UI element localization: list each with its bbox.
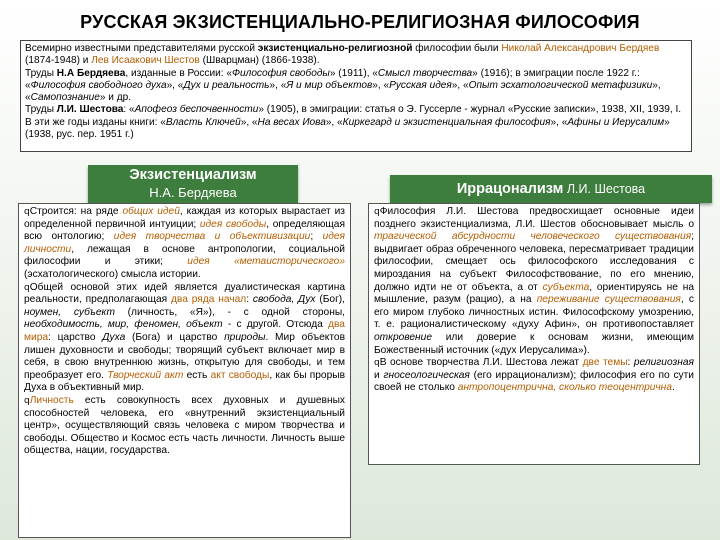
text: Общей основой этих идей является дуалистическая картина реальности, предполагающая	[24, 281, 345, 306]
term: ноумен, субъект	[24, 306, 115, 318]
shestov-point-philosophy	[374, 206, 694, 357]
intro-text: », «	[240, 116, 258, 128]
text: : царство	[48, 331, 103, 343]
book-title: Смысл творчества	[377, 67, 473, 79]
berdyaev-point-personality	[24, 395, 345, 458]
term: необходимость, мир, феномен, объект	[24, 319, 223, 331]
intro-text: », «	[325, 116, 343, 128]
text: В основе творчества Л.И. Шестова лежат	[379, 357, 583, 369]
intro-text: (Шварцман) (1866-1938).	[199, 55, 320, 67]
text: и	[374, 369, 384, 381]
term: идея творчества и объективизации	[113, 231, 311, 243]
shestov-column	[368, 203, 700, 465]
text: или доверие к основам жизни, имеющим Божественный источник («дух Иерусалима»).	[374, 331, 694, 356]
berdyaev-column	[18, 203, 351, 538]
intro-term: экзистенциально-религиозной	[257, 43, 413, 54]
book-title: Афины и Иерусалим	[567, 116, 665, 128]
book-title: Философия свободного духа	[30, 79, 167, 91]
intro-paragraph-shestov-works	[25, 104, 687, 141]
intro-text: », «	[550, 116, 568, 128]
book-title: Самопознание	[30, 92, 100, 104]
book-title: Опыт эсхатологической метафизики	[468, 79, 653, 91]
intro-text: » (1905), в эмиграции: статья о Э. Гуссерле - журнал «Русские записки», 1938, XII, 1939, I. В эти же годы изданы книги: «	[25, 104, 682, 128]
text: . Мир объектов лишен духовности и свободы; творящий субъект включает мир в себя, в свою внутреннюю жизнь, открытую для свободы, и тем преобразует его.	[24, 331, 345, 381]
text: , ориентируясь не на мышление, разум (рацио), а на	[374, 281, 694, 306]
term: природы	[224, 331, 266, 343]
text: - с другой. Отсюда	[222, 319, 329, 331]
intro-text: », «	[25, 79, 661, 104]
page-title: РУССКАЯ ЭКЗИСТЕНЦИАЛЬНО-РЕЛИГИОЗНАЯ ФИЛОСОФИЯ	[80, 12, 640, 32]
text: , лежащая в основе антропологии, социальной философии и этики;	[24, 243, 345, 268]
intro-text: Всемирно известными представителями русской	[25, 43, 258, 54]
intro-paragraph-authors	[25, 43, 687, 68]
book-title: Дух и реальность	[183, 79, 270, 91]
term: Духа	[102, 331, 126, 343]
bullet-icon: q	[24, 207, 30, 217]
term: идея личности	[24, 231, 345, 255]
term: переживание существования	[536, 294, 681, 306]
term: субъекта	[542, 281, 590, 293]
shestov-point-themes	[374, 357, 694, 395]
bullet-icon: q	[24, 395, 30, 406]
book-title: Киркегард и экзистенциальная философия	[342, 116, 551, 128]
book-title: Апофеоз беспочвенности	[134, 104, 259, 116]
berdyaev-link[interactable]: Николай Александрович Бердяев	[501, 43, 660, 54]
text: , с его миром глубоко личностных истин. Философскому умозрению, т. е. рационалистическому «духу Афин», он противопоставляет	[374, 294, 694, 331]
text: есть совокупность всех духовных и душевных способностей человека, его «внутренний экзистенциальный центр», осуществляющий связь человека с миром творчества и свободы. Общество и Космос есть часть личности. Личность выше общества, нации, государства.	[24, 394, 345, 457]
shestov-link[interactable]: Лев Исаакович Шестов	[91, 55, 200, 67]
text: (Бога) и царство	[125, 331, 225, 343]
text: Философия Л.И. Шестова предвосхищает основные идеи позднего экзистенциализма, Л.И. Шестов обосновывает мысль о	[374, 206, 694, 230]
book-title: Власть Ключей	[165, 116, 241, 128]
intro-text: » (1916); в эмиграции после 1922 г.: «	[25, 67, 640, 91]
text: (Бог),	[315, 294, 346, 306]
text: , каждая из которых вырастает из определенной первичной интуиции;	[24, 206, 345, 230]
text: :	[627, 357, 634, 369]
term: свобода, Дух	[252, 294, 316, 306]
term: идея свободы	[199, 218, 267, 230]
author-name: Л.И. Шестова	[56, 104, 124, 116]
intro-text: » (1911), «	[329, 67, 378, 79]
intro-text: » и др.	[99, 92, 132, 104]
book-title: На весах Иова	[257, 116, 326, 128]
term: гносеологическая	[383, 369, 470, 381]
term: два ряда начал	[170, 294, 247, 306]
text: (эсхатологического) смысла истории.	[24, 268, 201, 280]
term: Личность	[29, 394, 74, 406]
intro-text: , изданные в России: «	[125, 67, 232, 79]
intro-paragraph-berdyaev-works	[25, 68, 687, 105]
author-name: Н.А Бердяева	[56, 67, 126, 79]
intro-box	[20, 40, 692, 152]
term: общих идей	[122, 206, 180, 217]
term: Творческий акт	[107, 369, 184, 381]
book-title: Я и мир объектов	[286, 79, 373, 91]
term: трагической абсурдности человеческого существования	[374, 231, 692, 243]
intro-text: Труды	[25, 67, 57, 79]
term: религиозная	[633, 357, 694, 369]
shestov-header-title: Иррацонализм	[456, 181, 564, 197]
berdyaev-header-title: Экзистенциализм	[129, 167, 257, 183]
intro-text: » (1938, рус. пер. 1951 г.)	[25, 116, 670, 141]
intro-text: : «	[123, 104, 135, 116]
intro-text: (1874-1948) и	[25, 55, 92, 67]
intro-text: », «	[451, 79, 469, 91]
intro-text: философии были	[412, 43, 502, 54]
term: два мира	[24, 319, 345, 343]
text: Строится: на ряде	[29, 206, 123, 217]
term: откровение	[374, 331, 432, 343]
term: две темы	[582, 357, 628, 369]
intro-text: », «	[269, 79, 287, 91]
intro-text: », «	[372, 79, 390, 91]
book-title: Русская идея	[389, 79, 452, 91]
text: .	[671, 382, 675, 394]
bullet-icon: q	[374, 358, 380, 369]
berdyaev-header-name: Н.А. Бердяева	[149, 185, 237, 200]
intro-text: », «	[166, 79, 184, 91]
bullet-icon: q	[24, 282, 30, 293]
text: , как бы прорыв Духа в объективный мир.	[24, 369, 345, 394]
berdyaev-header	[88, 165, 298, 204]
text: :	[246, 294, 253, 306]
shestov-header	[390, 175, 712, 203]
book-title: Философия свободы	[231, 67, 330, 79]
text: (личность, «Я»), - с одной стороны,	[114, 306, 345, 318]
term: акт свободы	[210, 369, 270, 381]
bullet-icon: q	[374, 207, 380, 217]
term: антропоцентрична, сколько теоцентрична	[457, 382, 672, 394]
intro-text: Труды	[25, 104, 57, 116]
text: (его иррационализм); философия его по сути своей не столько	[374, 369, 694, 394]
berdyaev-point-ideas	[24, 206, 345, 282]
term: идея «метаисторического»	[187, 256, 345, 268]
shestov-header-name: Л.И. Шестова	[563, 182, 646, 196]
text: ; выдвигает образ обреченного человека, пересматривает традиции философии, смещает ось философского исследования с мироздания на субъект Философствование, по его мнению, должно идти не от объекта, а от	[374, 231, 694, 293]
text: ;	[310, 231, 323, 243]
text: , определяющая всю онтологию;	[24, 218, 345, 243]
text: есть	[183, 369, 211, 381]
berdyaev-point-dualism	[24, 282, 345, 395]
